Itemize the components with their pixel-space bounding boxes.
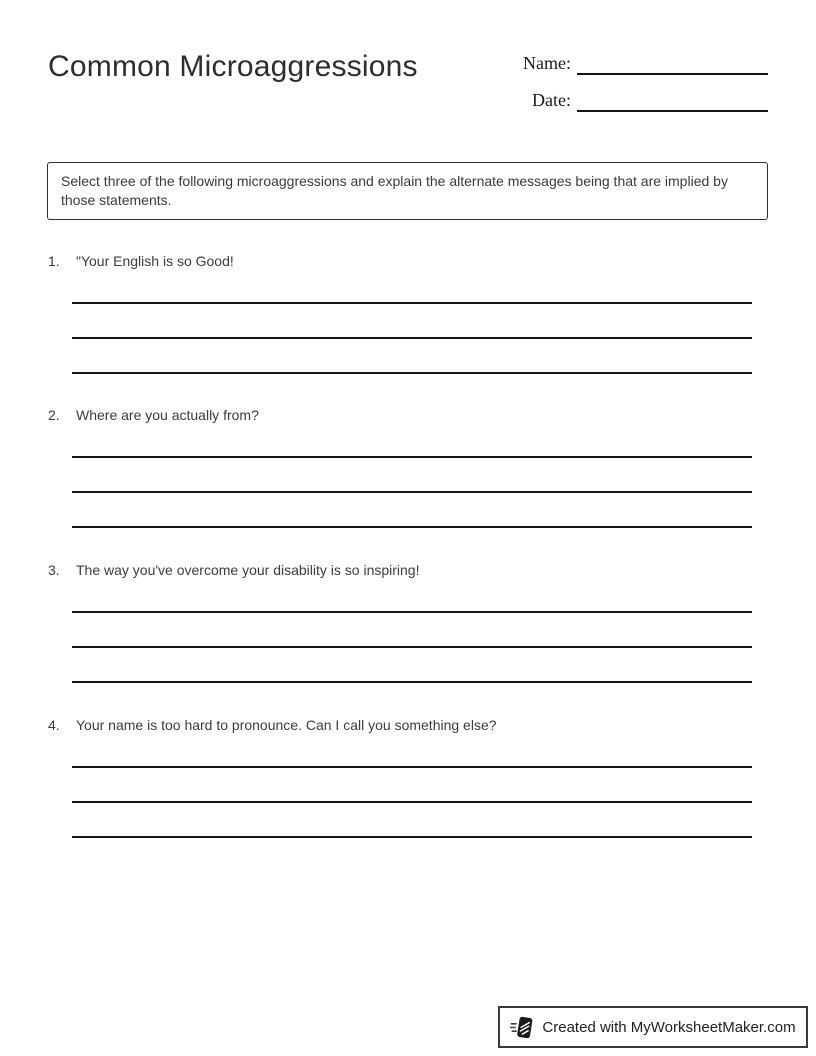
instructions-text: Select three of the following microaggressions and explain the alternate messages being that are implied by those statements. (61, 173, 728, 208)
credit-text: Created with MyWorksheetMaker.com (542, 1018, 796, 1036)
credit-box (498, 1006, 808, 1048)
date-field-row (508, 88, 768, 112)
name-field-row (508, 51, 768, 75)
instructions-box (47, 162, 768, 220)
header-fields (508, 51, 768, 112)
question-row (48, 561, 768, 580)
name-write-line (577, 51, 768, 75)
question-text: Where are you actually from? (76, 407, 259, 423)
question-number: 4. (48, 717, 60, 733)
worksheet-maker-logo-icon (510, 1014, 534, 1041)
question-number: 3. (48, 562, 60, 578)
answer-line (72, 526, 752, 528)
question-text: Your name is too hard to pronounce. Can I call you something else? (76, 717, 497, 733)
question-row (48, 252, 768, 271)
answer-line (72, 646, 752, 648)
question-item-1 (48, 252, 768, 374)
answer-line (72, 766, 752, 768)
question-text: "Your English is so Good! (76, 253, 234, 269)
answer-line (72, 681, 752, 683)
answer-line (72, 801, 752, 803)
question-number: 1. (48, 253, 60, 269)
question-text: The way you've overcome your disability is so inspiring! (76, 562, 420, 578)
answer-line (72, 491, 752, 493)
date-label: Date: (532, 90, 571, 110)
question-row (48, 406, 768, 425)
answer-line (72, 302, 752, 304)
answer-line (72, 611, 752, 613)
question-item-2 (48, 406, 768, 528)
answer-line (72, 372, 752, 374)
date-write-line (577, 88, 768, 112)
page-title: Common Microaggressions (48, 50, 418, 83)
answer-line (72, 456, 752, 458)
question-item-3 (48, 561, 768, 683)
question-row (48, 716, 768, 735)
question-number: 2. (48, 407, 60, 423)
question-item-4 (48, 716, 768, 838)
answer-line (72, 836, 752, 838)
name-label: Name: (523, 53, 571, 73)
answer-line (72, 337, 752, 339)
